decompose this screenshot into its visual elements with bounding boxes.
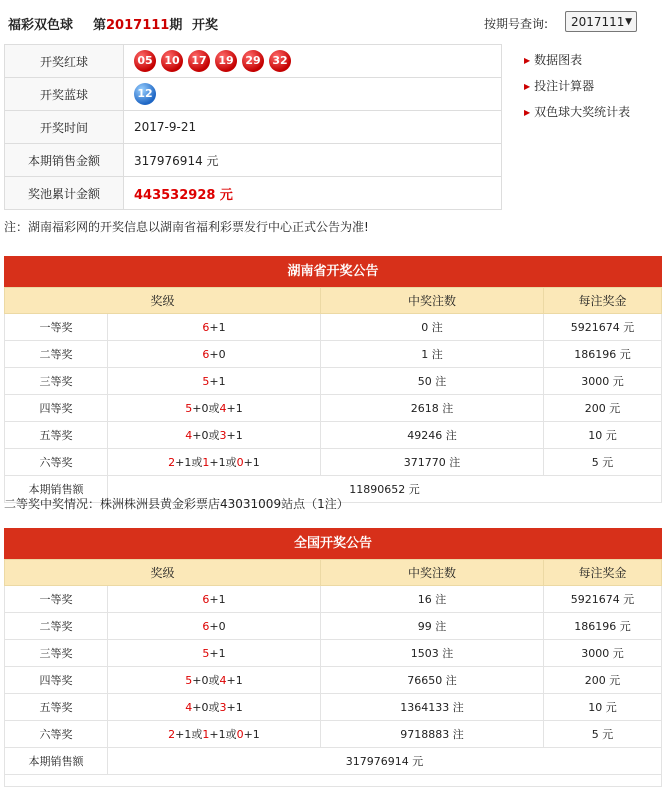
rule-suffix: +1 xyxy=(226,402,243,415)
rule-suffix: +0 xyxy=(209,619,226,633)
prize-amount: 200 元 xyxy=(543,667,661,694)
prize-amount: 10 元 xyxy=(543,694,661,721)
prize-level: 一等奖 xyxy=(5,586,108,613)
blue-ball-label: 开奖蓝球 xyxy=(5,78,124,111)
rule-suffix: +1 xyxy=(243,728,260,741)
hunan-table-title: 湖南省开奖公告 xyxy=(4,256,662,287)
prize-amount: 186196 元 xyxy=(543,341,661,368)
national-prize-table xyxy=(4,528,662,775)
match-rule xyxy=(108,449,321,476)
table-row xyxy=(5,721,662,748)
page-header xyxy=(0,0,665,42)
red-ball: 17 xyxy=(188,50,210,72)
issue-title: 第2017111期 xyxy=(93,18,183,33)
red-ball: 32 xyxy=(269,50,291,72)
rule-red-count: 5 xyxy=(202,374,210,388)
col-prize: 每注奖金 xyxy=(543,288,661,314)
match-rule xyxy=(108,422,321,449)
prize-level: 二等奖 xyxy=(5,613,108,640)
prize-amount: 186196 元 xyxy=(543,613,661,640)
match-rule xyxy=(108,395,321,422)
rule-suffix: +1或 xyxy=(175,456,203,469)
winner-count: 1 注 xyxy=(320,341,543,368)
sales-value: 11890652 元 xyxy=(108,476,662,503)
rule-suffix: +0或 xyxy=(192,674,220,687)
rule-red-count: 5 xyxy=(185,402,193,415)
blue-ball: 12 xyxy=(134,83,156,105)
match-rule xyxy=(108,667,321,694)
match-rule xyxy=(108,341,321,368)
col-count: 中奖注数 xyxy=(320,288,543,314)
table-row xyxy=(5,449,662,476)
winner-count: 1364133 注 xyxy=(320,694,543,721)
issue-number: 2017111 xyxy=(106,18,170,33)
prize-level: 一等奖 xyxy=(5,314,108,341)
red-ball: 10 xyxy=(161,50,183,72)
rule-suffix: +1 xyxy=(243,456,260,469)
rule-red-count: 1 xyxy=(202,456,210,469)
rule-red-count: 1 xyxy=(202,728,210,741)
winner-count: 371770 注 xyxy=(320,449,543,476)
rule-suffix: +0 xyxy=(209,347,226,361)
chevron-down-icon: ▼ xyxy=(625,17,632,27)
rule-red-count: 2 xyxy=(168,456,176,469)
prize-level: 四等奖 xyxy=(5,667,108,694)
rule-suffix: +1 xyxy=(226,701,243,714)
prize-level: 五等奖 xyxy=(5,694,108,721)
rule-suffix: +1或 xyxy=(209,728,237,741)
match-rule xyxy=(108,368,321,395)
rule-suffix: +0或 xyxy=(192,701,220,714)
match-rule xyxy=(108,613,321,640)
rule-suffix: +1 xyxy=(226,429,243,442)
table-row xyxy=(5,586,662,613)
table-row xyxy=(5,368,662,395)
match-rule xyxy=(108,586,321,613)
rule-red-count: 4 xyxy=(219,674,227,687)
disclaimer-note: 注：湖南福彩网的开奖信息以湖南省福利彩票发行中心正式公告为准! xyxy=(4,220,369,234)
prize-level: 六等奖 xyxy=(5,449,108,476)
col-count: 中奖注数 xyxy=(320,560,543,586)
red-balls xyxy=(124,45,502,78)
draw-date-value: 2017-9-21 xyxy=(124,111,502,144)
rule-suffix: +0或 xyxy=(192,429,220,442)
winner-count: 76650 注 xyxy=(320,667,543,694)
winner-count: 9718883 注 xyxy=(320,721,543,748)
prize-level: 六等奖 xyxy=(5,721,108,748)
red-ball: 19 xyxy=(215,50,237,72)
link-prize-stats[interactable]: ▶ 双色球大奖统计表 xyxy=(524,105,631,119)
prize-level: 二等奖 xyxy=(5,341,108,368)
table-row xyxy=(5,667,662,694)
rule-red-count: 5 xyxy=(185,674,193,687)
prize-amount: 200 元 xyxy=(543,395,661,422)
second-prize-note: 二等奖中奖情况：株洲株洲县黄金彩票店43031009站点（1注） xyxy=(4,497,349,511)
prize-amount: 5 元 xyxy=(543,721,661,748)
rule-red-count: 5 xyxy=(202,646,210,660)
prize-amount: 5 元 xyxy=(543,449,661,476)
table-row xyxy=(5,694,662,721)
rule-red-count: 6 xyxy=(202,320,210,334)
rule-red-count: 6 xyxy=(202,592,210,606)
winner-count: 1503 注 xyxy=(320,640,543,667)
prize-amount: 3000 元 xyxy=(543,640,661,667)
rule-red-count: 4 xyxy=(219,402,227,415)
match-rule xyxy=(108,640,321,667)
triangle-right-icon: ▶ xyxy=(524,55,531,65)
rule-red-count: 0 xyxy=(236,456,244,469)
table-row xyxy=(5,341,662,368)
col-level: 奖级 xyxy=(5,288,321,314)
rule-suffix: +1 xyxy=(226,674,243,687)
link-calculator[interactable]: ▶ 投注计算器 xyxy=(524,79,595,93)
pool-value: 443532928 元 xyxy=(134,187,233,203)
red-ball: 29 xyxy=(242,50,264,72)
rule-red-count: 4 xyxy=(185,701,193,714)
table-row xyxy=(5,314,662,341)
hunan-prize-table xyxy=(4,256,662,503)
winner-count: 50 注 xyxy=(320,368,543,395)
red-ball: 05 xyxy=(134,50,156,72)
rule-red-count: 6 xyxy=(202,347,210,361)
link-data-chart[interactable]: ▶ 数据图表 xyxy=(524,53,583,67)
issue-select[interactable]: 2017111 ▼ xyxy=(565,11,637,32)
winner-count: 49246 注 xyxy=(320,422,543,449)
rule-red-count: 2 xyxy=(168,728,176,741)
rule-suffix: +1 xyxy=(209,646,226,660)
pool-label: 奖池累计金额 xyxy=(5,177,124,210)
rule-red-count: 0 xyxy=(236,728,244,741)
rule-red-count: 4 xyxy=(185,429,193,442)
winner-count: 2618 注 xyxy=(320,395,543,422)
side-links xyxy=(524,50,630,128)
draw-label: 开奖 xyxy=(192,18,219,33)
rule-suffix: +0或 xyxy=(192,402,220,415)
sales-value: 317976914 元 xyxy=(108,748,662,775)
col-prize: 每注奖金 xyxy=(543,560,661,586)
table-row xyxy=(5,613,662,640)
prize-amount: 5921674 元 xyxy=(543,586,661,613)
match-rule xyxy=(108,721,321,748)
table-row xyxy=(5,395,662,422)
prize-level: 三等奖 xyxy=(5,640,108,667)
prize-amount: 5921674 元 xyxy=(543,314,661,341)
draw-date-label: 开奖时间 xyxy=(5,111,124,144)
rule-red-count: 3 xyxy=(219,701,227,714)
lottery-title: 福彩双色球 xyxy=(8,18,74,33)
match-rule xyxy=(108,694,321,721)
sales-value: 317976914 元 xyxy=(124,144,502,177)
red-ball-label: 开奖红球 xyxy=(5,45,124,78)
winner-count: 99 注 xyxy=(320,613,543,640)
sales-label: 本期销售额 xyxy=(5,476,108,503)
rule-suffix: +1或 xyxy=(175,728,203,741)
match-rule xyxy=(108,314,321,341)
winner-count: 0 注 xyxy=(320,314,543,341)
winner-count: 16 注 xyxy=(320,586,543,613)
rule-red-count: 3 xyxy=(219,429,227,442)
rule-suffix: +1 xyxy=(209,592,226,606)
table-footer-space xyxy=(4,760,662,787)
col-level: 奖级 xyxy=(5,560,321,586)
query-label: 按期号查询: xyxy=(484,17,549,31)
rule-red-count: 6 xyxy=(202,619,210,633)
national-table-title: 全国开奖公告 xyxy=(4,528,662,559)
table-row xyxy=(5,640,662,667)
rule-suffix: +1 xyxy=(209,320,226,334)
rule-suffix: +1或 xyxy=(209,456,237,469)
sales-label: 本期销售额 xyxy=(5,748,108,775)
prize-amount: 3000 元 xyxy=(543,368,661,395)
prize-level: 三等奖 xyxy=(5,368,108,395)
triangle-right-icon: ▶ xyxy=(524,81,531,91)
prize-amount: 10 元 xyxy=(543,422,661,449)
prize-level: 五等奖 xyxy=(5,422,108,449)
sales-label: 本期销售金额 xyxy=(5,144,124,177)
draw-info-table xyxy=(4,44,502,210)
prize-level: 四等奖 xyxy=(5,395,108,422)
rule-suffix: +1 xyxy=(209,374,226,388)
table-row xyxy=(5,422,662,449)
triangle-right-icon: ▶ xyxy=(524,107,531,117)
